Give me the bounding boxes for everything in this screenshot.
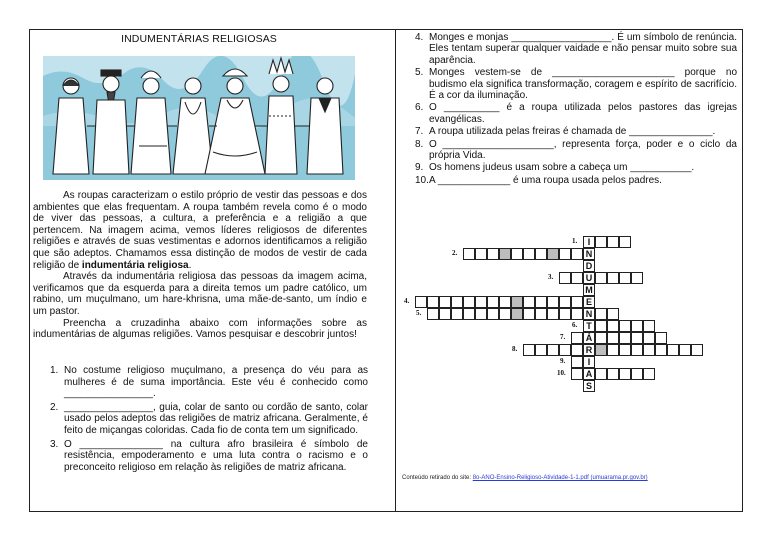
crossword-clue-number: 3. (548, 273, 554, 281)
question-item: 8. O ____________________, representa força, poder e o ciclo da própria Vida. (415, 138, 737, 162)
crossword-cell[interactable] (631, 344, 643, 356)
crossword-key-cell[interactable]: M (583, 284, 595, 296)
page-title: INDUMENTÁRIAS RELIGIOSAS (121, 33, 277, 45)
crossword-clue-number: 7. (560, 333, 566, 341)
crossword-cell[interactable] (655, 344, 667, 356)
crossword-cell[interactable] (571, 308, 583, 320)
source-footer: Conteúdo retirado do site: 8o-ANO-Ensino-Religioso-Atividade-1-1.pdf (umuarama.pr.gov.br) (402, 475, 648, 481)
crossword-cell[interactable] (607, 308, 619, 320)
crossword-cell[interactable] (571, 368, 583, 380)
source-link[interactable]: 8o-ANO-Ensino-Religioso-Atividade-1-1.pdf (umuarama.pr.gov.br) (472, 475, 648, 481)
crossword-cell[interactable] (607, 344, 619, 356)
crossword-cell[interactable] (619, 368, 631, 380)
crossword-cell[interactable] (691, 344, 703, 356)
crossword-key-cell[interactable]: I (583, 236, 595, 248)
question-item: 4. Monges e monjas __________________. É um símbolo de renúncia. Eles tentam superar qualquer vaidade e não pensar muito sobre sua aparência. (415, 32, 737, 66)
crossword-cell[interactable] (535, 308, 547, 320)
crossword-clue-number: 5. (416, 309, 422, 317)
questions-right (405, 32, 737, 187)
crossword-cell[interactable] (499, 248, 511, 260)
crossword-cell[interactable] (607, 368, 619, 380)
crossword-cell[interactable] (451, 308, 463, 320)
intro-paragraph-2: Através da indumentária religiosa das pessoas da imagem acima, verificamos que da esquerda para a direita temos um padre católico, um rabino, um muçulmano, um hare-khrisna, uma mãe-de-santo, um índio e um pastor. (33, 271, 367, 317)
crossword-cell[interactable] (631, 332, 643, 344)
crossword-key-cell[interactable]: D (583, 260, 595, 272)
crossword-cell[interactable] (511, 248, 523, 260)
crossword-cell[interactable] (595, 236, 607, 248)
crossword-cell[interactable] (571, 356, 583, 368)
crossword-clue-number: 10. (557, 369, 566, 377)
question-item: 2. ________________, guia, colar de santo ou cordão de santo, colar usado pelos adeptos das religiões de matriz africana. Geralmente, é feito de miçangas coloridas. Cada fio de conta tem um significado. (50, 401, 368, 436)
crossword-cell[interactable] (451, 296, 463, 308)
question-item: 5. Monges vestem-se de ______________________ porque no budismo ela significa transformação, coragem e espírito de sacrifício. É a cor da iluminação. (415, 67, 737, 102)
crossword-key-cell[interactable]: U (583, 272, 595, 284)
crossword-cell[interactable] (643, 332, 655, 344)
crossword-cell[interactable] (547, 344, 559, 356)
crossword-cell[interactable] (559, 296, 571, 308)
crossword-cell[interactable] (523, 248, 535, 260)
crossword-cell[interactable] (559, 344, 571, 356)
crossword-cell[interactable] (415, 296, 427, 308)
crossword-cell[interactable] (607, 332, 619, 344)
crossword-key-cell[interactable]: A (583, 368, 595, 380)
crossword-cell[interactable] (511, 296, 523, 308)
crossword-cell[interactable] (643, 320, 655, 332)
crossword-cell[interactable] (523, 344, 535, 356)
crossword-cell[interactable] (595, 344, 607, 356)
crossword-cell[interactable] (559, 248, 571, 260)
crossword-cell[interactable] (571, 332, 583, 344)
crossword-key-cell[interactable]: N (583, 308, 595, 320)
religious-leaders-illustration (43, 56, 355, 180)
question-item: 6. O __________ é a roupa utilizada pelos pastores das igrejas evangélicas. (415, 102, 737, 125)
question-item: 7. A roupa utilizada pelas freiras é chamada de _______________. (415, 126, 716, 138)
crossword-cell[interactable] (523, 308, 535, 320)
crossword-cell[interactable] (487, 296, 499, 308)
crossword-clue-number: 4. (404, 297, 410, 305)
crossword-cell[interactable] (607, 272, 619, 284)
crossword-cell[interactable] (487, 308, 499, 320)
crossword-cell[interactable] (535, 296, 547, 308)
crossword-cell[interactable] (547, 308, 559, 320)
crossword-cell[interactable] (595, 272, 607, 284)
crossword-cell[interactable] (595, 332, 607, 344)
crossword-cell[interactable] (643, 368, 655, 380)
crossword-cell[interactable] (607, 236, 619, 248)
crossword-cell[interactable] (619, 236, 631, 248)
crossword-cell[interactable] (643, 344, 655, 356)
crossword-cell[interactable] (619, 344, 631, 356)
crossword-cell[interactable] (523, 296, 535, 308)
crossword-cell[interactable] (595, 308, 607, 320)
question-item: 10. A _____________ é uma roupa usada pelos padres. (415, 174, 662, 186)
crossword-key-cell[interactable]: Á (583, 332, 595, 344)
intro-paragraph-3: Preencha a cruzadinha abaixo com informações sobre as indumentárias de algumas religiões. Vamos pesquisar e descobrir juntos! (33, 317, 367, 341)
crossword-cell[interactable] (511, 308, 523, 320)
crossword-cell[interactable] (631, 272, 643, 284)
crossword-clue-number: 6. (572, 321, 578, 329)
crossword-cell[interactable] (463, 248, 475, 260)
crossword-cell[interactable] (427, 296, 439, 308)
intro-paragraph-1: As roupas caracterizam o estilo próprio de vestir das pessoas e dos ambientes que elas frequentam. A roupa também revela como é o modo de viver das pessoas, a cultura, a preferência e a religião a que pertencem. Na imagem acima, vemos líderes religiosos de diferentes religiões e através de suas vestimentas e adornos identificamos a religião que são adeptos. Chamamos essa distinção de modos de vestir de cada religião de indumentária religiosa. (33, 190, 367, 271)
crossword-cell[interactable] (475, 248, 487, 260)
crossword-cell[interactable] (547, 248, 559, 260)
crossword-cell[interactable] (535, 248, 547, 260)
crossword-cell[interactable] (475, 308, 487, 320)
crossword-cell[interactable] (439, 308, 451, 320)
crossword-clue-number: 1. (572, 237, 578, 245)
crossword-cell[interactable] (595, 320, 607, 332)
crossword-cell[interactable] (559, 272, 571, 284)
crossword-cell[interactable] (499, 296, 511, 308)
crossword-cell[interactable] (463, 296, 475, 308)
questions-left (40, 365, 368, 475)
crossword-cell[interactable] (667, 344, 679, 356)
crossword-clue-number: 9. (560, 357, 566, 365)
crossword-cell[interactable] (571, 272, 583, 284)
crossword-key-cell[interactable]: S (583, 380, 595, 392)
crossword-cell[interactable] (571, 344, 583, 356)
crossword-cell[interactable] (607, 320, 619, 332)
crossword-cell[interactable] (487, 248, 499, 260)
crossword-cell[interactable] (655, 332, 667, 344)
question-item: 3. O _______________ na cultura afro brasileira é símbolo de resistência, empoderamento e uma luta contra o racismo e o preconceito religioso em relação às religiões de matriz africana. (50, 438, 368, 473)
crossword-cell[interactable] (547, 296, 559, 308)
crossword-grid (395, 230, 743, 430)
intro-text (33, 190, 367, 341)
crossword-cell[interactable] (463, 308, 475, 320)
crossword-key-cell[interactable]: I (583, 356, 595, 368)
crossword-cell[interactable] (679, 344, 691, 356)
crossword-cell[interactable] (619, 320, 631, 332)
crossword-cell[interactable] (439, 296, 451, 308)
crossword-clue-number: 8. (512, 345, 518, 353)
crossword-cell[interactable] (535, 344, 547, 356)
crossword-cell[interactable] (427, 308, 439, 320)
question-item: 9. Os homens judeus usam sobre a cabeça um ___________. (415, 162, 695, 174)
crossword-cell[interactable] (631, 368, 643, 380)
crossword-key-cell[interactable]: E (583, 296, 595, 308)
intro-bold-term: indumentária religiosa (81, 259, 189, 271)
crossword-cell[interactable] (475, 296, 487, 308)
crossword-cell[interactable] (571, 248, 583, 260)
crossword-key-cell[interactable]: N (583, 248, 595, 260)
crossword-cell[interactable] (499, 308, 511, 320)
crossword-cell[interactable] (595, 368, 607, 380)
question-item: 1. No costume religioso muçulmano, a presença do véu para as mulheres é de suma importância. Este véu é conhecido como ________________. (50, 365, 368, 400)
crossword-cell[interactable] (631, 320, 643, 332)
crossword-cell[interactable] (559, 308, 571, 320)
crossword-cell[interactable] (571, 296, 583, 308)
crossword-cell[interactable] (619, 272, 631, 284)
crossword-clue-number: 2. (452, 249, 458, 257)
crossword-cell[interactable] (619, 332, 631, 344)
crossword-key-cell[interactable]: T (583, 320, 595, 332)
crossword-key-cell[interactable]: R (583, 344, 595, 356)
